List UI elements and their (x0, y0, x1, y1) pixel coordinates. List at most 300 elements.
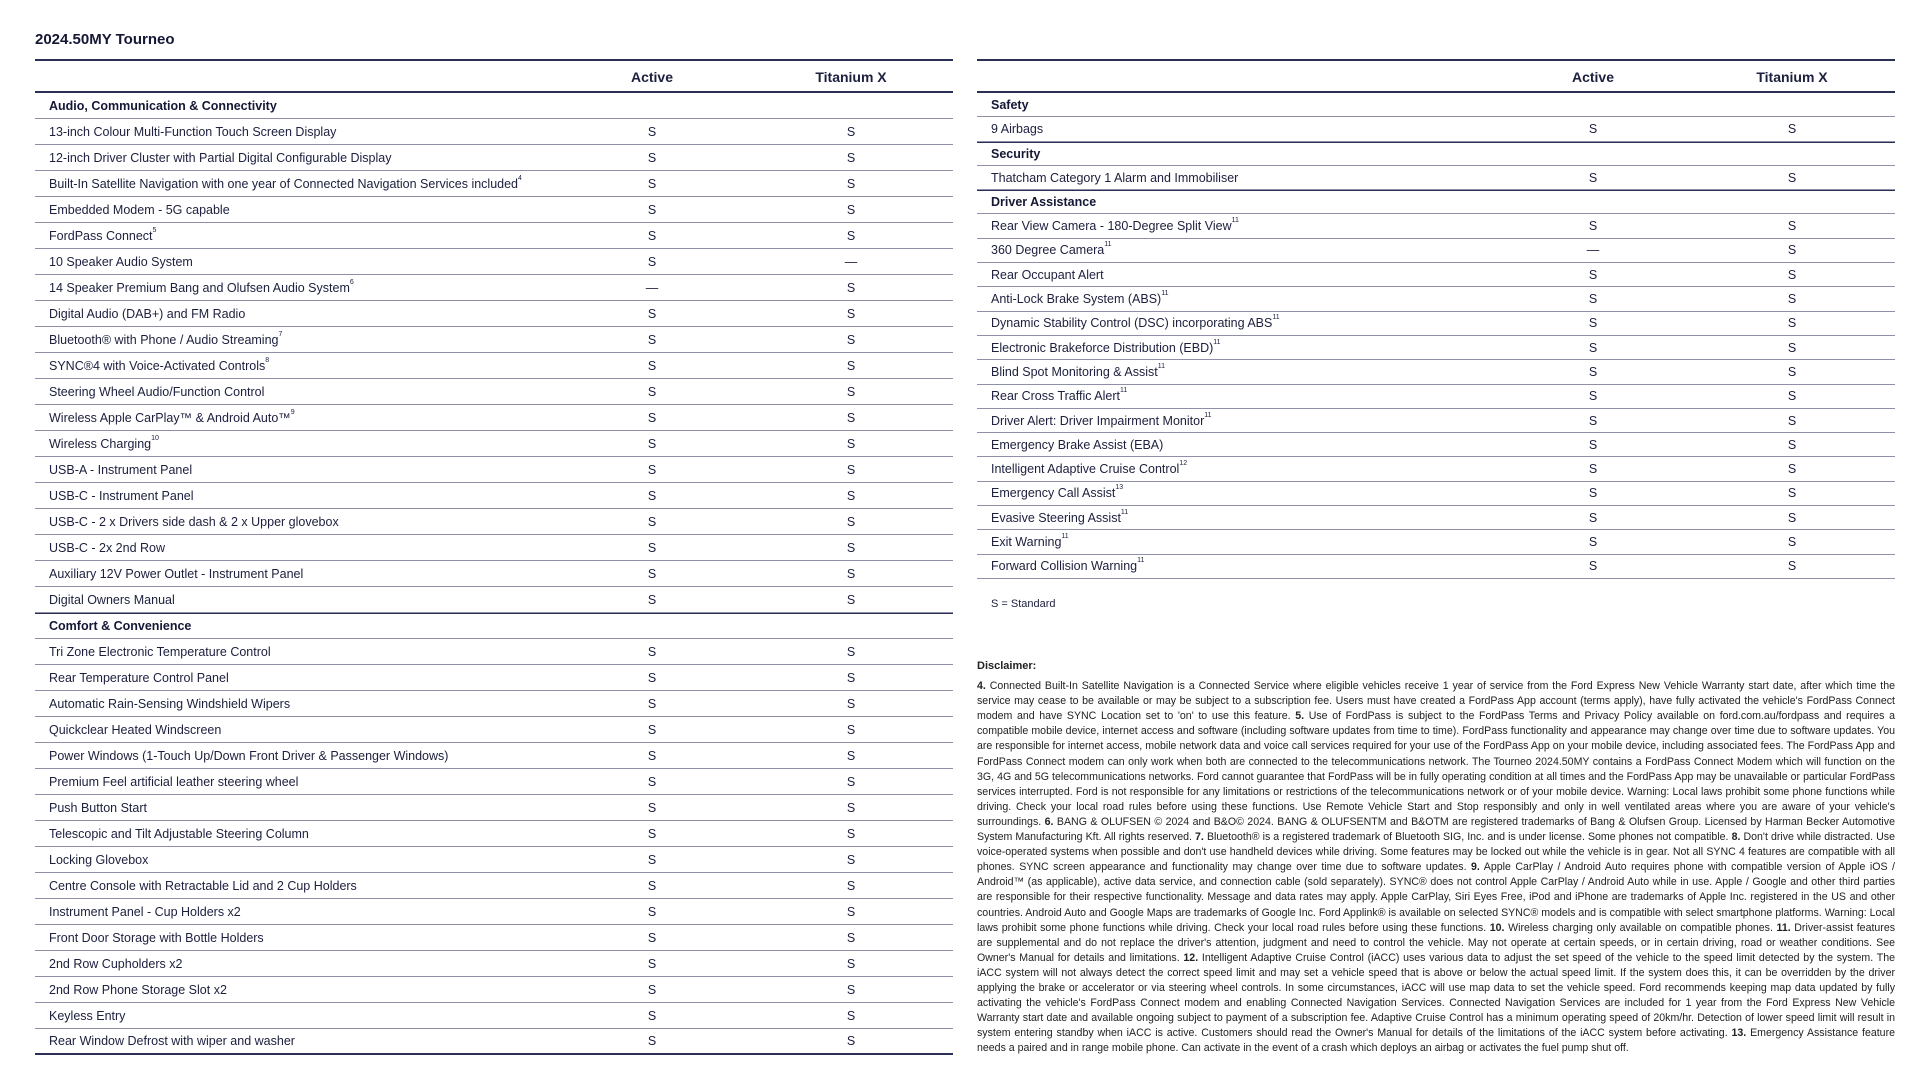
active-value: S (647, 514, 657, 529)
section-title: Comfort & Convenience (49, 619, 192, 633)
footnote-ref: 11 (1204, 411, 1212, 419)
table-body (977, 93, 1895, 579)
feature-name: Bluetooth® with Phone / Audio Streaming (49, 332, 279, 347)
note-text: Emergency Assistance feature needs a paired and in range mobile phone. Can activate in the event of a crash which deploys an airbag or activates the fuel pump shut off. (977, 1027, 1895, 1055)
feature-name: Emergency Call Assist (991, 486, 1116, 501)
feature-label (49, 1034, 295, 1048)
titanium-x-value: S (846, 488, 856, 503)
feature-label (991, 219, 1239, 233)
feature-name: Wireless Charging (49, 436, 152, 451)
feature-name: Blind Spot Monitoring & Assist (991, 364, 1158, 379)
table-header (977, 59, 1895, 93)
feature-name: Digital Audio (DAB+) and FM Radio (49, 306, 246, 321)
table-row (35, 925, 953, 951)
feature-label (991, 122, 1043, 136)
feature-label (991, 532, 1069, 549)
table-row (35, 301, 953, 327)
table-row (977, 409, 1895, 433)
active-value: S (1588, 219, 1598, 234)
titanium-x-value: S (846, 696, 856, 711)
titanium-x-value: S (846, 358, 856, 373)
table-body (35, 93, 953, 1055)
titanium-x-value: S (1787, 559, 1797, 574)
titanium-x-value: S (846, 592, 856, 607)
feature-label (49, 775, 298, 789)
active-value: S (1588, 559, 1598, 574)
titanium-x-value: S (1787, 364, 1797, 379)
table-row (35, 691, 953, 717)
titanium-x-value: — (844, 254, 858, 269)
footnote-ref: 9 (290, 408, 295, 416)
active-value: S (1588, 267, 1598, 282)
active-value: S (1588, 292, 1598, 307)
feature-label (49, 226, 157, 243)
feature-label (49, 307, 245, 321)
active-value: S (1588, 486, 1598, 501)
feature-name: Keyless Entry (49, 1008, 126, 1023)
active-value: S (647, 800, 657, 815)
section-header-row (35, 613, 953, 639)
footnote-ref: 11 (1157, 362, 1166, 370)
titanium-x-value: S (846, 150, 856, 165)
feature-label (991, 411, 1212, 428)
titanium-x-value: S (1787, 437, 1797, 452)
active-value: S (647, 774, 657, 789)
active-value: — (645, 280, 659, 295)
table-row (35, 873, 953, 899)
titanium-x-value: S (846, 956, 856, 971)
active-value: S (647, 1034, 657, 1048)
feature-label (49, 983, 227, 997)
active-value: S (1588, 437, 1598, 452)
active-value: S (647, 722, 657, 737)
titanium-x-value: S (1787, 121, 1797, 136)
titanium-x-value: S (1787, 316, 1797, 331)
feature-name: Rear Temperature Control Panel (49, 670, 229, 685)
feature-name: USB-C - 2 x Drivers side dash & 2 x Upper glovebox (49, 514, 339, 529)
active-value: S (1588, 316, 1598, 331)
active-value: S (647, 150, 657, 165)
active-value: S (647, 332, 657, 347)
disclaimer-note (1490, 922, 1777, 934)
table-row (977, 360, 1895, 384)
feature-name: Dynamic Stability Control (DSC) incorporating ABS (991, 316, 1273, 331)
titanium-x-value: S (1787, 267, 1797, 282)
note-text: Use of FordPass is subject to the FordPass Terms and Privacy Policy available on ford.com.au/fordpass and requires a compatible mobile device, internet access and software (including software updates from time to time). FordPass functionality and appearance may change over time due to software updates. You are responsible for internet access, mobile network data and voice call services required for your use of the FordPass App on your mobile device, including associated fees. The FordPass App and FordPass Connect modem can only work when both are connected to the telecommunications network. The Tourneo 2024.50MY contains a FordPass Connect Modem which will function on the 3G, 4G and 5G telecommunications networks. Ford cannot guarantee that FordPass will be in fully operating condition at all times and the FordPass App may be unavailable or particular FordPass services interrupted. Ford is not responsible for any limitations or restrictions of the telecommunications network or of your mobile device. Warning: Local laws prohibit some phone functions while driving. Check your local road rules before using these functions. Use Remote Vehicle Start and Stop responsibly and only in well ventilated areas where you are aware of your vehicle's surroundings. (977, 710, 1895, 828)
titanium-x-value: S (1787, 534, 1797, 549)
note-text: Apple CarPlay / Android Auto requires phone with compatible version of Apple iOS / Android™ (as applicable), active data service, and connection cable (sold separately). SYNC® does not control Apple CarPlay / Android Auto while in use. Apple / Google and other third parties are responsible for their respective functionality. Message and data rates may apply. Apple CarPlay, Siri Eyes Free, iPod and iPhone are trademarks of Apple Inc. registered in the US and other countries. Android Auto and Google Maps are trademarks of Google Inc. Ford Applink® is available on selected SYNC® models and is compatible with select smartphone platforms. Warning: Local laws prohibit some phone functions while driving. Check your local road rules before using these functions. (977, 861, 1895, 934)
table-row (35, 977, 953, 1003)
feature-label (49, 723, 221, 737)
feature-name: Digital Owners Manual (49, 592, 175, 607)
active-value: — (1586, 243, 1600, 258)
note-number: 9. (1471, 861, 1480, 874)
feature-name: USB-A - Instrument Panel (49, 462, 193, 477)
features-table-left (35, 59, 953, 1055)
titanium-x-value: S (846, 1034, 856, 1048)
titanium-x-value: S (846, 904, 856, 919)
feature-name: Tri Zone Electronic Temperature Control (49, 644, 271, 659)
footnote-ref: 11 (1119, 387, 1128, 395)
page-title: 2024.50MY Tourneo (35, 31, 175, 48)
section-title: Audio, Communication & Connectivity (49, 98, 277, 113)
active-value: S (647, 462, 657, 477)
feature-name: Centre Console with Retractable Lid and 2 Cup Holders (49, 878, 357, 893)
note-number: 7. (1195, 831, 1204, 844)
table-row (35, 379, 953, 405)
note-text: Wireless charging only available on compatible phones. (1508, 921, 1773, 934)
note-number: 13. (1731, 1027, 1747, 1040)
titanium-x-value: S (846, 384, 856, 399)
table-row (35, 249, 953, 275)
table-row (977, 457, 1895, 481)
feature-label (49, 255, 193, 269)
titanium-x-value: S (846, 566, 856, 581)
feature-label (49, 1009, 125, 1023)
table-row (35, 275, 953, 301)
footnote-ref: 5 (152, 226, 157, 234)
active-value: S (647, 670, 657, 685)
table-row (35, 509, 953, 535)
active-value: S (647, 1008, 657, 1023)
titanium-x-value: S (846, 1008, 856, 1023)
table-row (35, 899, 953, 925)
active-value: S (647, 488, 657, 503)
titanium-x-value: S (846, 930, 856, 945)
titanium-x-value: S (846, 748, 856, 763)
feature-label (49, 749, 448, 763)
section-header-row (35, 93, 953, 119)
titanium-x-value: S (846, 644, 856, 659)
titanium-x-value: S (1787, 340, 1797, 355)
active-value: S (647, 826, 657, 841)
feature-name: Push Button Start (49, 800, 147, 815)
table-row (977, 482, 1895, 506)
table-row (35, 145, 953, 171)
table-row (35, 1003, 953, 1029)
titanium-x-value: S (1787, 219, 1797, 234)
table-row (35, 561, 953, 587)
titanium-x-value: S (846, 202, 856, 217)
table-row (977, 263, 1895, 287)
table-row (35, 327, 953, 353)
table-row (977, 555, 1895, 579)
feature-name: Power Windows (1-Touch Up/Down Front Driver & Passenger Windows) (49, 748, 449, 763)
active-value: S (647, 592, 657, 607)
titanium-x-value: S (846, 878, 856, 893)
feature-name: Rear Window Defrost with wiper and washer (49, 1034, 295, 1048)
feature-label (49, 541, 165, 555)
feature-label (49, 125, 336, 139)
active-value: S (1588, 389, 1598, 404)
table-row (35, 743, 953, 769)
table-row (977, 530, 1895, 554)
active-value: S (647, 436, 657, 451)
section-header-row (977, 93, 1895, 117)
titanium-x-value: S (1787, 170, 1797, 185)
legend: S = Standard (991, 598, 1056, 610)
titanium-x-value: S (846, 462, 856, 477)
section-header-row (977, 190, 1895, 214)
table-row (35, 821, 953, 847)
feature-name: Intelligent Adaptive Cruise Control (991, 462, 1180, 477)
active-value: S (647, 228, 657, 243)
note-number: 12. (1183, 951, 1199, 964)
feature-label (49, 278, 354, 295)
footnote-ref: 7 (278, 330, 283, 338)
table-row (977, 117, 1895, 141)
titanium-x-value: S (1787, 389, 1797, 404)
titanium-x-value: S (1787, 462, 1797, 477)
table-row (35, 223, 953, 249)
feature-label (991, 171, 1238, 185)
disclaimer-heading: Disclaimer: (977, 660, 1037, 672)
titanium-x-value: S (846, 670, 856, 685)
feature-name: Forward Collision Warning (991, 559, 1138, 574)
footnote-ref: 11 (1137, 557, 1145, 565)
table-row (35, 405, 953, 431)
active-value: S (647, 124, 657, 139)
active-value: S (1588, 534, 1598, 549)
feature-label (49, 567, 303, 581)
feature-name: Steering Wheel Audio/Function Control (49, 384, 265, 399)
table-row (977, 312, 1895, 336)
titanium-x-value: S (846, 826, 856, 841)
active-value: S (1588, 364, 1598, 379)
table-header (35, 59, 953, 93)
footnote-ref: 11 (1061, 532, 1069, 540)
feature-name: Electronic Brakeforce Distribution (EBD) (991, 340, 1214, 355)
active-value: S (647, 930, 657, 945)
titanium-x-value: S (846, 332, 856, 347)
titanium-x-value: S (846, 410, 856, 425)
titanium-x-value: S (846, 540, 856, 555)
column-header-active: Active (1571, 69, 1615, 85)
note-text: Don't drive while distracted. Use voice-operated systems when possible and don't use handheld devices while driving. Some features may be locked out while the vehicle is in gear. Not all SYNC 4 features are compatible with all phones. SYNC screen appearance and functionality may change over time due to software updates. (977, 831, 1895, 874)
titanium-x-value: S (1787, 413, 1797, 428)
feature-label (49, 174, 522, 191)
feature-name: 9 Airbags (991, 121, 1044, 136)
feature-label (49, 671, 229, 685)
note-number: 4. (977, 680, 986, 693)
active-value: S (1588, 170, 1598, 185)
note-text: Intelligent Adaptive Cruise Control (iACC) uses various data to adjust the set speed of the vehicle to the speed limit detected by the system. The iACC system will not always detect the correct speed limit and may set a vehicle speed that is above or below the actual speed limit. If the system does this, it can be overridden by the driver applying the brake or accelerator or via steering wheel controls. In some circumstances, iACC will use map data to set the vehicle speed. Ford recommends keeping map data updated by fully activating the vehicle's FordPass Connect modem and enabling Connected Navigation Services. Connected Navigation Services are included for 1 year from the Ford Express New Vehicle Warranty start date and available ongoing subject to payment of a subscription fee. Adaptive Cruise Control has a minimum operating speed of 20km/hr. Detection of lower speed limit will result in system entering standby when iACC is active. Customers should read the Owner's Manual for details of the limitations of the iACC system before activating. (977, 951, 1895, 1040)
feature-label (49, 515, 339, 529)
footnote-ref: 6 (349, 278, 354, 286)
feature-label (49, 203, 230, 217)
feature-label (49, 151, 392, 165)
feature-label (991, 362, 1166, 379)
feature-name: Locking Glovebox (49, 852, 149, 867)
titanium-x-value: S (846, 852, 856, 867)
active-value: S (647, 696, 657, 711)
footnote-ref: 11 (1104, 241, 1112, 249)
footnote-ref: 11 (1231, 217, 1239, 225)
feature-label (49, 801, 147, 815)
feature-label (991, 462, 1187, 476)
active-value: S (1588, 413, 1598, 428)
table-row (977, 287, 1895, 311)
feature-name: 12-inch Driver Cluster with Partial Digital Configurable Display (49, 150, 392, 165)
active-value: S (647, 202, 657, 217)
footnote-ref: 4 (518, 174, 522, 182)
table-row (35, 847, 953, 873)
active-value: S (647, 566, 657, 581)
table-row (977, 166, 1895, 190)
table-row (35, 587, 953, 613)
feature-label (49, 434, 159, 451)
active-value: S (647, 358, 657, 373)
feature-label (49, 489, 194, 503)
feature-name: Emergency Brake Assist (EBA) (991, 437, 1164, 452)
titanium-x-value: S (846, 280, 856, 295)
feature-label (991, 243, 1112, 257)
feature-label (49, 957, 182, 971)
feature-name: SYNC®4 with Voice-Activated Controls (49, 358, 266, 373)
note-number: 8. (1731, 831, 1741, 844)
feature-label (991, 486, 1123, 500)
table-row (977, 433, 1895, 457)
titanium-x-value: S (1787, 292, 1797, 307)
note-text: Connected Built-In Satellite Navigation is a Connected Service where eligible vehicles receive 1 year of service from the Ford Express New Vehicle Warranty start date, after which time the service may cease to be available or may be subject to a subscription fee. Users must have created a FordPass App account (terms apply), have fully activated the vehicle's FordPass Connect modem and have SYNC Location set to 'on' to use this feature. (977, 680, 1895, 723)
feature-name: Telescopic and Tilt Adjustable Steering Column (49, 826, 309, 841)
feature-name: Exit Warning (991, 534, 1062, 549)
active-value: S (1588, 340, 1598, 355)
feature-name: Wireless Apple CarPlay™ & Android Auto™ (49, 410, 291, 425)
table-row (977, 239, 1895, 263)
table-row (35, 119, 953, 145)
feature-label (49, 593, 175, 607)
feature-name: 14 Speaker Premium Bang and Olufsen Audio System (49, 280, 350, 295)
table-row (35, 1029, 953, 1055)
feature-label (49, 385, 264, 399)
table-row (35, 483, 953, 509)
footnote-ref: 11 (1161, 290, 1169, 298)
table-row (35, 171, 953, 197)
feature-name: Anti-Lock Brake System (ABS) (991, 292, 1162, 307)
table-row (35, 951, 953, 977)
feature-label (991, 559, 1144, 573)
active-value: S (647, 878, 657, 893)
active-value: S (647, 410, 657, 425)
disclaimer-note (977, 710, 1895, 828)
active-value: S (647, 852, 657, 867)
feature-label (49, 697, 290, 711)
active-value: S (647, 306, 657, 321)
feature-label (49, 853, 148, 867)
feature-label (991, 338, 1221, 355)
footnote-ref: 10 (151, 434, 159, 442)
feature-label (49, 356, 270, 373)
feature-label (991, 316, 1280, 330)
table-row (35, 795, 953, 821)
active-value: S (647, 540, 657, 555)
feature-name: Embedded Modem - 5G capable (49, 202, 230, 217)
active-value: S (647, 956, 657, 971)
feature-name: FordPass Connect (49, 228, 153, 243)
feature-name: USB-C - 2x 2nd Row (49, 540, 166, 555)
feature-name: Rear Cross Traffic Alert (991, 389, 1120, 404)
feature-label (49, 905, 241, 919)
titanium-x-value: S (846, 514, 856, 529)
table-row (977, 214, 1895, 238)
feature-name: Automatic Rain-Sensing Windshield Wipers (49, 696, 291, 711)
titanium-x-value: S (846, 306, 856, 321)
footnote-ref: 11 (1272, 314, 1280, 322)
table-row (977, 506, 1895, 530)
feature-name: Rear Occupant Alert (991, 267, 1104, 282)
feature-name: Thatcham Category 1 Alarm and Immobiliser (991, 170, 1239, 185)
feature-name: Front Door Storage with Bottle Holders (49, 930, 264, 945)
note-number: 5. (1295, 710, 1305, 723)
feature-name: 2nd Row Cupholders x2 (49, 956, 183, 971)
disclaimer-body (977, 679, 1895, 1056)
feature-name: Rear View Camera - 180-Degree Split View (991, 219, 1232, 234)
footnote-ref: 11 (1120, 508, 1129, 516)
feature-name: Evasive Steering Assist (991, 510, 1121, 525)
feature-name: 2nd Row Phone Storage Slot x2 (49, 982, 227, 997)
note-text: BANG & OLUFSEN © 2024 and B&O© 2024. BANG & OLUFSENTM and B&OTM are registered trademarks of Bang & Olufsen Group. Licensed by Harman Becker Automotive System Manufacturing Kft. All rights reserved. (977, 815, 1895, 844)
note-number: 11. (1776, 921, 1791, 934)
active-value: S (647, 644, 657, 659)
titanium-x-value: S (1787, 486, 1797, 501)
feature-name: Driver Alert: Driver Impairment Monitor (991, 413, 1205, 428)
footnote-ref: 13 (1115, 484, 1124, 492)
feature-label (49, 330, 283, 347)
active-value: S (647, 176, 657, 191)
section-title: Security (991, 146, 1041, 161)
feature-name: 10 Speaker Audio System (49, 254, 193, 269)
disclaimer (977, 659, 1895, 1056)
titanium-x-value: S (846, 436, 856, 451)
note-text: Bluetooth® is a registered trademark of Bluetooth SIG, Inc. and is under license. Some phones not compatible. (1206, 831, 1729, 844)
table-row (35, 769, 953, 795)
active-value: S (647, 904, 657, 919)
active-value: S (1588, 462, 1598, 477)
table-row (977, 385, 1895, 409)
table-row (35, 353, 953, 379)
feature-label (49, 879, 357, 893)
feature-label (991, 389, 1127, 403)
table-row (35, 717, 953, 743)
titanium-x-value: S (1787, 510, 1797, 525)
section-title: Driver Assistance (991, 195, 1097, 210)
table-row (977, 336, 1895, 360)
feature-label (991, 292, 1168, 306)
feature-label (49, 408, 295, 425)
feature-name: USB-C - Instrument Panel (49, 488, 194, 503)
features-table-right (977, 59, 1895, 579)
feature-name: 360 Degree Camera (991, 243, 1105, 258)
feature-label (49, 827, 309, 841)
titanium-x-value: S (846, 800, 856, 815)
column-header-titanium-x: Titanium X (815, 69, 887, 85)
active-value: S (1588, 121, 1598, 136)
active-value: S (1588, 510, 1598, 525)
table-row (35, 665, 953, 691)
feature-label (991, 268, 1104, 282)
feature-name: 13-inch Colour Multi-Function Touch Screen Display (49, 124, 337, 139)
disclaimer-note (1195, 831, 1732, 843)
feature-name: Built-In Satellite Navigation with one year of Connected Navigation Services included (49, 176, 519, 191)
titanium-x-value: S (846, 176, 856, 191)
feature-label (991, 438, 1163, 452)
table-row (35, 197, 953, 223)
titanium-x-value: S (846, 774, 856, 789)
note-number: 6. (1044, 815, 1054, 828)
titanium-x-value: S (846, 722, 856, 737)
titanium-x-value: S (846, 124, 856, 139)
